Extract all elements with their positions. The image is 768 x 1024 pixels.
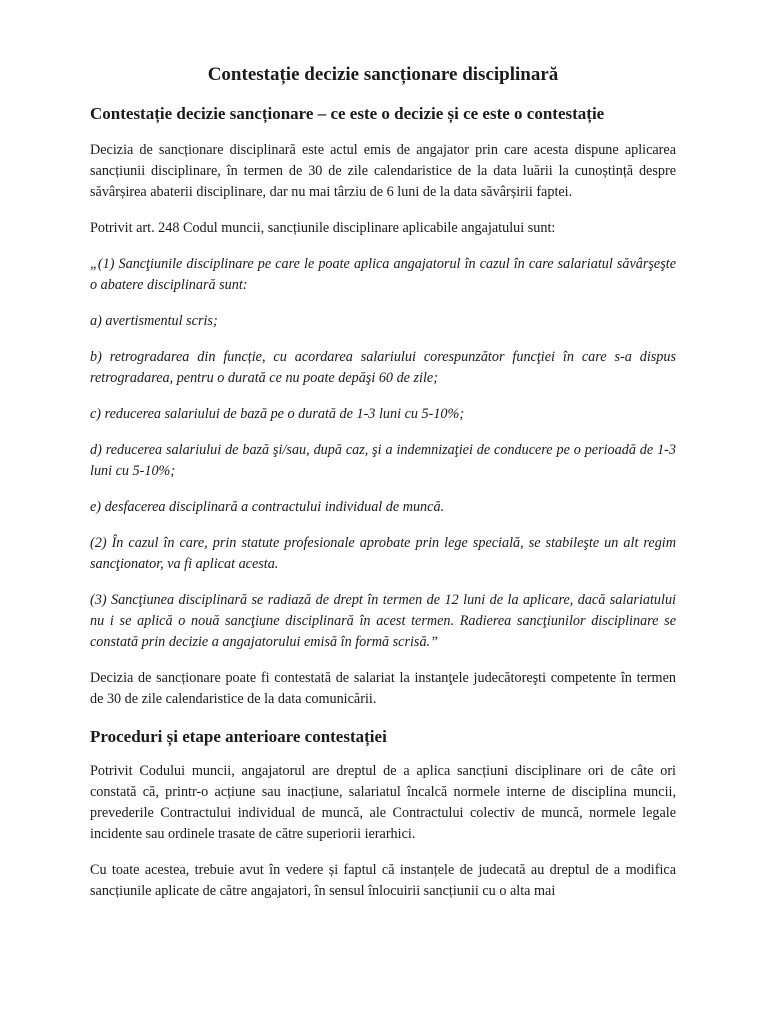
paragraph-contestation: Decizia de sancționare poate fi contestată de salariat la instanţele judecătoreşti competente în termen de 30 de zile calendaristice de la data comunicării. [90, 670, 676, 707]
document-page [90, 62, 676, 917]
paragraph-article-intro: Potrivit art. 248 Codul muncii, sancțiunile disciplinare aplicabile angajatului sunt: [90, 220, 556, 236]
paragraph-employer-rights: Potrivit Codului muncii, angajatorul are dreptul de a aplica sancțiuni disciplinare ori de câte ori constată că, printr-o acțiune sau inacțiune, salariatul încalcă normele interne de disciplina muncii, prevederile Contractului individual de muncă, ale Contractului colectiv de muncă, normele legale incidente sau ordinele trasate de către superiorii ierarhici. [90, 763, 676, 842]
quote-item-c: c) reducerea salariului de bază pe o durată de 1-3 luni cu 5-10%; [90, 406, 465, 422]
paragraph-courts: Cu toate acestea, trebuie avut în vedere și faptul că instanțele de judecată au dreptul de a modifica sancțiunile aplicate de către angajatori, în sensul înlocuirii sancțiunii cu o alta mai [90, 862, 676, 899]
quote-paragraph-3: (3) Sancţiunea disciplinară se radiază de drept în termen de 12 luni de la aplicare, dacă salariatului nu i se aplică o nouă sancţiune disciplinară în acest termen. Radierea sancţiunilor disciplinare se constată prin decizie a angajatorului emisă în formă scrisă.” [90, 592, 676, 650]
quote-paragraph-1: „(1) Sancţiunile disciplinare pe care le poate aplica angajatorul în cazul în care salariatul săvârşeşte o abatere disciplinară sunt: [90, 256, 676, 293]
section-heading-decision: Contestație decizie sancționare – ce este o decizie și ce este o contestație [90, 104, 605, 123]
quote-paragraph-2: (2) În cazul în care, prin statute profesionale aprobate prin lege specială, se stabileşte un alt regim sancţionator, va fi aplicat acesta. [90, 535, 676, 572]
quote-item-b: b) retrogradarea din funcție, cu acordarea salariului corespunzător funcţiei în care s-a dispus retrogradarea, pentru o durată ce nu poate depăşi 60 de zile; [90, 349, 676, 386]
quote-item-a: a) avertismentul scris; [90, 313, 218, 329]
quote-item-e: e) desfacerea disciplinară a contractului individual de muncă. [90, 499, 445, 515]
document-title: Contestație decizie sancționare disciplinară [207, 64, 559, 85]
paragraph-definition: Decizia de sancționare disciplinară este actul emis de angajator prin care acesta dispune aplicarea sancțiunii disciplinare, în termen de 30 de zile calendaristice de la data luării la cunoștință despre săvârșirea abaterii disciplinare, dar nu mai târziu de 6 luni de la data săvârșirii faptei. [90, 142, 676, 200]
quote-item-d: d) reducerea salariului de bază şi/sau, după caz, şi a indemnizaţiei de conducere pe o perioadă de 1-3 luni cu 5-10%; [90, 442, 676, 479]
section-heading-procedures: Proceduri și etape anterioare contestației [90, 727, 387, 746]
